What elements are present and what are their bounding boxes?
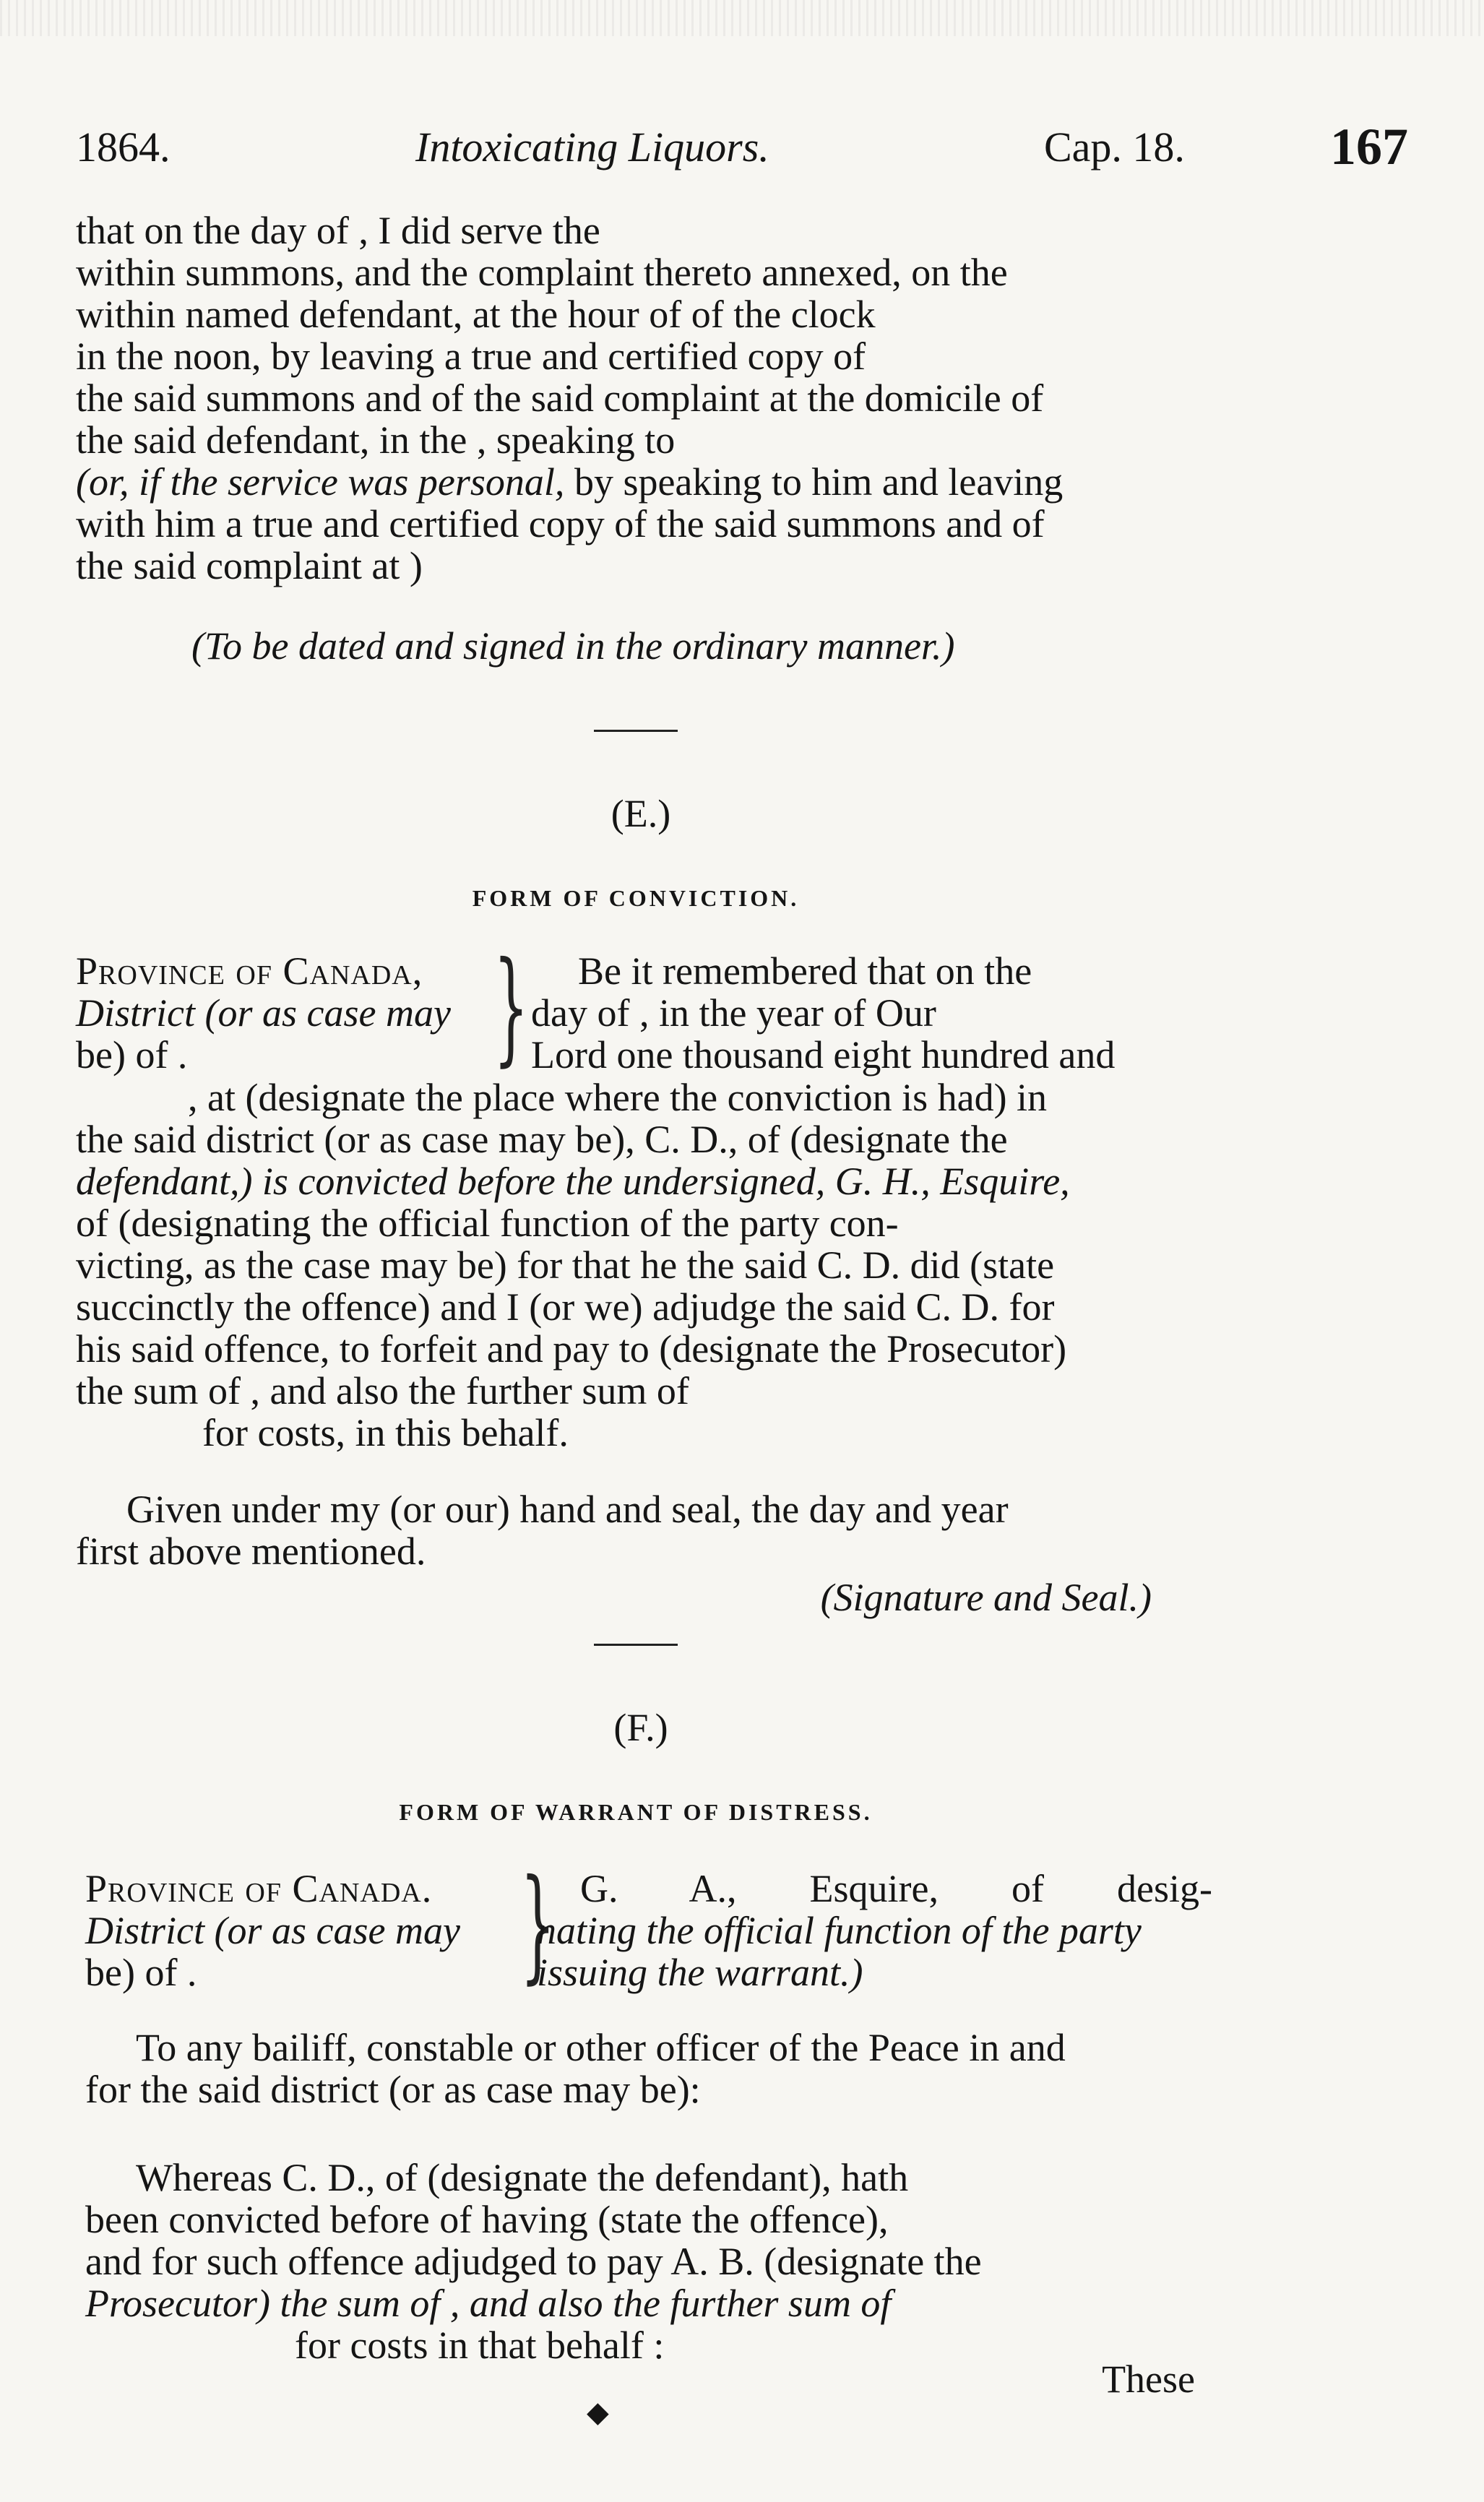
service-line: that on the day of , I did serve the: [76, 209, 600, 252]
personal-service-italic: (or, if the service was personal,: [76, 460, 565, 504]
brace-icon: }: [493, 936, 529, 1079]
printer-mark-icon: ◆: [587, 2396, 609, 2428]
personal-service-rest: by speaking to him and leaving: [564, 460, 1064, 504]
form-e-title: FORM OF CONVICTION.: [472, 885, 800, 911]
dated-instruction: (To be dated and signed in the ordinary manner.): [191, 624, 955, 668]
service-line: [76, 461, 1196, 503]
page-number: 167: [1330, 118, 1408, 176]
conviction-line: defendant,) is convicted before the undersigned, G. H., Esquire,: [76, 1160, 1070, 1203]
warrant-issuer-line: G. A., Esquire, of desig-: [580, 1867, 1212, 1910]
service-line: within named defendant, at the hour of of the clock: [76, 293, 876, 336]
province-label: Province of Canada.: [85, 1867, 433, 1910]
form-f-label: (F.): [613, 1706, 668, 1749]
service-line: with him a true and certified copy of the said summons and of: [76, 502, 1045, 545]
district-of-label: be) of .: [76, 1033, 188, 1077]
conviction-line: his said offence, to forfeit and pay to (designate the Prosecutor): [76, 1327, 1067, 1371]
to-bailiff-text: [85, 2027, 1205, 2110]
catchword: These: [1102, 2358, 1195, 2401]
form-f-caption: [85, 1853, 1212, 1998]
whereas-text: [85, 2157, 1205, 2366]
whereas-line: Whereas C. D., of (designate the defendant), hath: [136, 2156, 909, 2199]
conviction-line: for costs, in this behalf.: [202, 1411, 569, 1454]
service-line: within summons, and the complaint thereto annexed, on the: [76, 251, 1008, 294]
service-line: the said summons and of the said complaint at the domicile of: [76, 376, 1044, 420]
district-label: District (or as case may: [85, 1909, 460, 1952]
remembered-line: day of , in the year of Our: [531, 991, 936, 1035]
to-line: for the said district (or as case may be):: [85, 2068, 701, 2111]
section-rule: [594, 1644, 678, 1646]
province-label: Province of Canada,: [76, 949, 423, 993]
section-rule: [594, 730, 678, 732]
header-year: 1864.: [76, 124, 171, 171]
whereas-line: and for such offence adjudged to pay A. B. (designate the: [85, 2240, 982, 2283]
district-label: District (or as case may: [76, 991, 451, 1035]
warrant-issuer-line: issuing the warrant.): [537, 1951, 863, 1994]
header-chapter: Cap. 18.: [1044, 124, 1185, 171]
given-line: first above mentioned.: [76, 1530, 426, 1573]
form-e-caption: [76, 936, 1203, 1080]
whereas-line: for costs in that behalf :: [295, 2324, 665, 2367]
conviction-line: succinctly the offence) and I (or we) adjudge the said C. D. for: [76, 1285, 1055, 1329]
signature-line: (Signature and Seal.): [820, 1576, 1152, 1619]
conviction-line: , at (designate the place where the conviction is had) in: [188, 1076, 1048, 1119]
conviction-line: the sum of , and also the further sum of: [76, 1369, 689, 1412]
form-f-title: FORM OF WARRANT OF DISTRESS.: [399, 1799, 873, 1825]
conviction-line: victing, as the case may be) for that he the said C. D. did (state: [76, 1243, 1055, 1287]
conviction-line: of (designating the official function of the party con-: [76, 1202, 899, 1245]
service-line: in the noon, by leaving a true and certified copy of: [76, 335, 866, 378]
to-line: To any bailiff, constable or other officer of the Peace in and: [136, 2026, 1066, 2069]
conviction-text: [76, 1077, 1196, 1454]
running-header: [76, 118, 1408, 181]
service-line: the said defendant, in the , speaking to: [76, 418, 676, 462]
whereas-line: been convicted before of having (state the offence),: [85, 2198, 889, 2241]
given-text: [76, 1488, 1196, 1572]
scan-noise: [0, 0, 1484, 36]
district-of-label: be) of .: [85, 1951, 197, 1994]
header-title: Intoxicating Liquors.: [415, 124, 769, 171]
remembered-line: Be it remembered that on the: [578, 949, 1032, 993]
service-text: [76, 210, 1196, 587]
form-e-label: (E.): [611, 792, 671, 835]
conviction-line: the said district (or as case may be), C. D., of (designate the: [76, 1118, 1008, 1161]
whereas-line: Prosecutor) the sum of , and also the further sum of: [85, 2282, 892, 2325]
brace-icon: }: [520, 1853, 556, 1996]
warrant-issuer-line: nating the official function of the party: [537, 1909, 1142, 1952]
remembered-line: Lord one thousand eight hundred and: [531, 1033, 1116, 1077]
given-line: Given under my (or our) hand and seal, the day and year: [126, 1488, 1009, 1531]
service-line: the said complaint at ): [76, 544, 423, 587]
